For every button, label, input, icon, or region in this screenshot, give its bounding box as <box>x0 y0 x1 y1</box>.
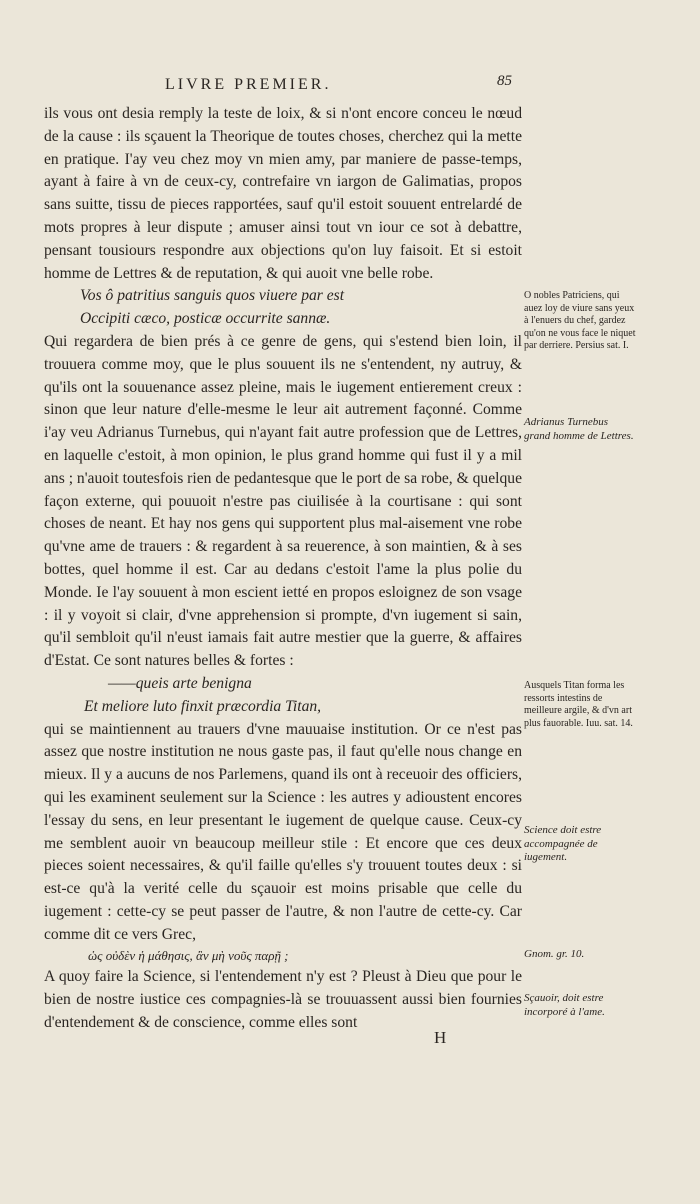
margin-note-sauoir: Sçauoir, doit estre incorporé à l'ame. <box>524 992 605 1018</box>
page-number: 85 <box>497 73 512 89</box>
signature-mark: H <box>434 1028 447 1047</box>
latin-verse-line-4: Et meliore luto finxit præcordia Titan, <box>84 697 322 715</box>
margin-note-science: Science doit estre accompagnée de iugement. <box>524 824 602 863</box>
latin-verse-line-2: Occipiti cæco, posticæ occurrite sannæ. <box>80 310 331 328</box>
paragraph-2: Qui regardera de bien prés à ce genre de gens, qui s'estend bien loin, il trouuera comme moy, que le plus souuent ils ne s'entendent, ny autruy, & qu'ils ont la souuenance assez pleine, mais le iugement entierement creux : sinon que leur nature d'elle-mesme le leur ait autrement façonné. Comme i'ay veu Adrianus Turnebus, qui n'ayant fait autre profession que de Lettres, en laquelle c'estoit, à mon opinion, le plus grand homme qui fust il y a mil ans ; n'auoit toutesfois rien de pedantesque que le port de sa robe, & quelque façon externe, qui pouuoit n'estre pas ciuilisée à la courtisane : qui sont choses de neant. Et hay nos gens qui supportent plus mal-aisement vne robe qu'vne ame de trauers : & regardent à sa reuerence, à son maintien, & à ses bottes, quel homme il est. Car au dedans c'estoit l'ame la plus polie du Monde. Ie l'ay souuent à mon escient ietté en propos esloignez de son vsage : il y voyoit si clair, d'vne apprehension si prompte, d'vn iugement si sain, qu'il sembloit qu'il n'eust iamais fait autre mestier que la guerre, & affaires d'Estat. Ce sont natures belles & fortes : <box>44 332 522 670</box>
latin-verse-line-1: Vos ô patritius sanguis quos viuere par est <box>80 287 345 305</box>
paragraph-1: ils vous ont desia remply la teste de loix, & si n'ont encore conceu le nœud de la cause : ils sçauent la Theorique de toutes choses, cherchez qui la mette en pratique. I'ay veu chez moy vn mien amy, par maniere de passe-temps, ayant à faire à vn de ceux-cy, contrefaire vn iargon de Galimatias, propos sans suitte, tissu de pieces rapportées, sauf qu'il estoit souuent entrelardé de mots propres à leur dispute ; amuser ainsi tout vn iour ce sot à debattre, pensant tousiours respondre aux objections qu'on luy faisoit. Et si estoit homme de Lettres & de reputation, & qui auoit vne belle robe. <box>44 105 522 282</box>
greek-verse: ὡς οὐδὲν ἡ μάθησις, ἂν μὴ νοῦς παρῇ ; <box>88 948 289 964</box>
margin-note-titan: Ausquels Titan forma les ressorts intestins de meilleure argile, & d'vn art plus fauorable. Iuu. sat. 14. <box>524 680 633 729</box>
paragraph-3: qui se maintiennent au trauers d'vne mauuaise institution. Or ce n'est pas assez que nostre institution ne nous gaste pas, il faut qu'elle nous change en mieux. Il y a aucuns de nos Parlemens, quand ils ont à receuoir des officiers, qui les examinent seulement sur la Science : les autres y adioustent encores l'essay du sens, en leur presentant le iugement de quelque cause. Ceux-cy me semblent auoir vn beaucoup meilleur stile : Et encore que ces deux pieces soient necessaires, & qu'il faille qu'elles s'y trouuent toutes deux : si est-ce qu'à la verité celle du sçauoir est moins prisable que celle du iugement : cette-cy se peut passer de l'autre, & non l'autre de cette-cy. Car comme dit ce vers Grec, <box>44 720 522 943</box>
main-text <box>44 103 522 1035</box>
margin-note-gnom: Gnom. gr. 10. <box>524 948 585 960</box>
running-title: LIVRE PREMIER. <box>165 76 332 93</box>
latin-verse-line-3: ——queis arte benigna <box>108 674 252 692</box>
margin-note-turnebus: Adrianus Turnebus grand homme de Lettres. <box>524 416 634 442</box>
paragraph-4: A quoy faire la Science, si l'entendement n'y est ? Pleust à Dieu que pour le bien de nostre iustice ces compagnies-là se trouuassent aussi bien fournies d'entendement & de conscience, comme elles sont <box>44 968 522 1032</box>
margin-note-persius: O nobles Patriciens, qui auez loy de viure sans yeux à l'enuers du chef, gardez qu'on ne vous face le niquet par derriere. Persius sat. I. <box>524 290 636 351</box>
